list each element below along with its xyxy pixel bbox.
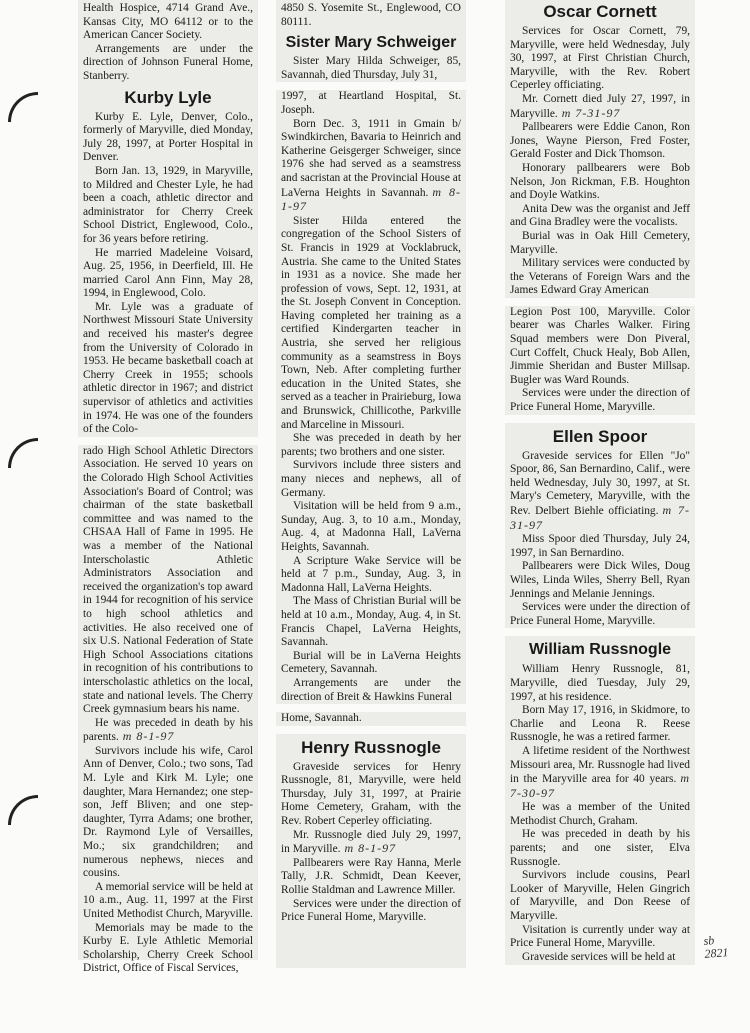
paragraph: A memorial service will be held at 10 a.m., Aug. 11, 1997 at the First United Methodist Church, Maryville. [83,880,253,920]
clipping-divider [504,298,696,306]
paragraph: Legion Post 100, Maryville. Color bearer was Charles Walker. Firing Squad members were Don Piveral, Curt Coffelt, Chuck Healy, Bob Allen, Jimmie Sheridan and Buster Millsap. Bugler was Ward Rounds. [510,305,690,386]
paragraph: Visitation is currently under way at Price Funeral Home, Maryville. [510,923,690,950]
paragraph: Services were under the direction of Price Funeral Home, Maryville. [281,897,461,924]
paragraph [281,829,461,857]
obituary-henry-russnogle [281,738,461,925]
paragraph: rado High School Athletic Directors Association. He served 10 years on the Colorado High School Activities Association's Board of Control; was chairman of the state basketball committee and was named to the CHSAA Hall of Fame in 1995. He was a member of the National Interscholastic Athletic Administrators Association and received the organization's top award in 1944 for recognition of his service to high school athletics and activities. He also received one of six U.S. National Federation of State High School Associations citations in recognition of his contributions to interscholastic athletics on the local, state and national levels. The Cherry Creek gymnasium bears his name. [83,444,253,716]
paragraph: 4850 S. Yosemite St., Englewood, CO 80111. [281,2,461,28]
paragraph: A Scripture Wake Service will be held at 7 p.m., Sunday, Aug. 3, in Madonna Hall, LaVerna Heights. [281,554,461,594]
binder-hole [8,92,38,122]
clipping-divider [77,437,259,445]
paragraph: Pallbearers were Dick Wiles, Doug Wiles, Linda Wiles, Sherry Bell, Ryan Jennings and Melanie Jennings. [510,560,690,600]
obituary-title: Ellen Spoor [552,426,648,446]
obituary-title: Kurby Lyle [124,87,212,107]
archive-number-line-2: 2821 [703,945,729,961]
paragraph [510,450,690,534]
clipping-divider [275,704,467,712]
paragraph-text: Mr. Russnogle died July 29, 1997, in Maryville. [281,828,461,856]
paragraph-text: He was preceded in death by his parents. [83,716,253,744]
clipping-column-3 [505,0,695,965]
paragraph-text: Graveside services for Ellen "Jo" Spoor, 86, San Bernardino, Calif., were held Wednesday, July 30, 1997, at St. Mary's Cemetery, Maryville, with the Rev. Delbert Biehle officiating. [510,449,690,517]
paragraph: The Mass of Christian Burial will be held at 10 a.m., Monday, Aug. 4, in St. Francis Chapel, LaVerna Heights, Savannah. [281,595,461,649]
paragraph: Services for Oscar Cornett, 79, Maryville, were held Wednesday, July 30, 1997, at First Christian Church, Maryville, with the Rev. Robert Ceperley officiating. [510,25,690,92]
paragraph: Mr. Lyle was a graduate of Northwest Missouri State University and received his master's degree from the University of Colorado in 1953. He became basketball coach at Cherry Creek in 1955; schools athletic director in 1967; and district supervisor of athletics and activities in 1974. He was one of the founders of the Colo- [83,300,253,436]
paragraph: Arrangements are under the direction of Johnson Funeral Home, Stanberry. [83,42,253,82]
obituary-ellen-spoor [510,427,690,629]
paragraph: Graveside services for Henry Russnogle, 81, Maryville, were held Thursday, July 31, 1997, at Prairie Home Cemetery, Graham, with the Rev. Robert Ceperley officiating. [281,760,461,828]
paragraph: Sister Hilda entered the congregation of the School Sisters of St. Francis in 1929 at Vocklabruck, Austria. She came to the United States in 1931 as a novice. She made her profession of vows, Sept. 12, 1931, at the St. Joseph Convent in Conception. Having completed her training as a certified Kindergarten teacher in Austria, she served her religious community as a seamstress in Boys Town, Neb. After completing further education in the United States, she served as a teacher in Prairieburg, Iowa and Brunswick, Chillicothe, Parkville and Marceline in Missouri. [281,214,461,431]
paragraph [281,118,461,215]
paragraph: Arrangements are under the direction of Breit & Hawkins Funeral [281,676,461,703]
paragraph: Pallbearers were Ray Hanna, Merle Tally, J.R. Schmidt, Dean Keever, Rollie Staldman and Lawrence Miller. [281,856,461,897]
obituary-title: Henry Russnogle [301,737,441,757]
binder-hole [8,795,38,825]
paragraph: Kurby E. Lyle, Denver, Colo., formerly of Maryville, died Monday, July 28, 1997, at Porter Hospital in Denver. [83,110,253,164]
clipping-divider [275,82,467,90]
paragraph [83,717,253,745]
paragraph-text: A lifetime resident of the Northwest Missouri area, Mr. Russnogle had lived in the Maryville area for 40 years. [510,744,690,786]
clipping-divider [504,628,696,636]
paragraph: 1997, at Heartland Hospital, St. Joseph. [281,90,461,116]
handwritten-date-note: m 8-1-97 [344,841,397,856]
paragraph: Memorials may be made to the Kurby E. Lyle Athletic Memorial Scholarship, Cherry Creek School District, Office of Fiscal Services, [83,921,253,975]
paragraph: Military services were conducted by the Veterans of Foreign Wars and the James Edward Gray American [510,257,690,297]
handwritten-date-note: m 8-1-97 [281,184,461,214]
paragraph: She was preceded in death by her parents; two brothers and one sister. [281,432,461,458]
paragraph: He married Madeleine Voisard, Aug. 25, 1956, in Deerfield, Ill. He married Carol Ann Finn, May 28, 1994, in Englewood, Colo. [83,246,253,300]
handwritten-date-note: m 8-1-97 [122,729,175,744]
paragraph: Survivors include his wife, Carol Ann of Denver, Colo.; two sons, Tad M. Lyle and Kirk M. Lyle; one daughter, Mara Hernandez; one step-son, Jeff Bliven; and one step-daughter, Tyrra Adams; one brother, Dr. Raymond Lyle of Versailles, Mo.; six grandchildren; and numerous nephews, nieces and cousins. [83,744,253,880]
paragraph: Visitation will be held from 9 a.m., Sunday, Aug. 3, to 10 a.m., Monday, Aug. 4, at Madonna Hall, LaVerna Heights, Savannah. [281,500,461,553]
paragraph: He was preceded in death by his parents; and one sister, Elva Russnogle. [510,828,690,868]
clipping-column-1 [78,0,258,975]
obituary-william-russnogle [510,640,690,964]
paragraph: Survivors include three sisters and many nieces and nephews, all of Germany. [281,459,461,499]
paragraph: Anita Dew was the organist and Jeff and Gina Bradley were the vocalists. [510,202,690,229]
handwritten-date-note: m 7-31-97 [561,105,621,120]
paragraph: Miss Spoor died Thursday, July 24, 1997, in San Bernardino. [510,533,690,559]
handwritten-date-note: m 7-31-97 [510,503,690,532]
paragraph: Sister Mary Hilda Schweiger, 85, Savannah, died Thursday, July 31, [281,55,461,81]
paragraph: Graveside services will be held at [522,950,676,963]
obituary-title: Oscar Cornett [543,2,657,21]
paragraph: Born May 17, 1916, in Skidmore, to Charlie and Leona R. Reese Russnogle, he was a retired farmer. [510,704,690,744]
paragraph: Pallbearers were Eddie Canon, Ron Jones, Wayne Pierson, Fred Foster, Gerald Foster and Dick Thomson. [510,121,690,161]
paragraph: Home, Savannah. [281,712,362,725]
paragraph: Burial will be in LaVerna Heights Cemetery, Savannah. [281,649,461,676]
paragraph: Services were under the direction of Price Funeral Home, Maryville. [510,387,690,414]
clipping-divider [504,415,696,423]
paragraph: Survivors include cousins, Pearl Looker of Maryville, Helen Gingrich of Maryville, and Don Reese of Maryville. [510,869,690,923]
clipping-column-2 [276,0,466,968]
paragraph: Honorary pallbearers were Bob Nelson, Jon Rickman, F.B. Houghton and Doyle Watkins. [510,161,690,202]
paragraph-text: Mr. Cornett died July 27, 1997, in Maryville. [510,92,690,120]
paragraph: Health Hospice, 4714 Grand Ave., Kansas City, MO 64112 or to the American Cancer Society. [83,2,253,42]
paragraph: Burial was in Oak Hill Cemetery, Maryville. [510,229,690,256]
hospice-obit-end [83,2,253,84]
obituary-kurby-lyle [83,88,253,976]
obituary-oscar-cornett [510,2,690,415]
paragraph: William Henry Russnogle, 81, Maryville, died Tuesday, July 29, 1997, at his residence. [510,663,690,703]
paragraph [510,93,690,121]
binder-hole [8,438,38,468]
archive-number-line-1: sb [703,933,715,948]
obituary-title: Sister Mary Schweiger [285,34,457,52]
paragraph-text: Born Dec. 3, 1911 in Gmain b/ Swindkirchen, Bavaria to Heinrich and Katherine Geisgerger Schweiger, since 1976 she had served as a seamstress and sacristan at the Provincial House at LaVerna Heights in Savannah. [281,117,461,199]
obituary-mary-schweiger [281,33,461,726]
handwritten-date-note: m 7-30-97 [510,771,690,800]
paragraph: Services were under the direction of Price Funeral Home, Maryville. [510,601,690,627]
handwritten-archive-number [703,933,729,961]
paragraph: He was a member of the United Methodist Church, Graham. [510,801,690,827]
obituary-title: William Russnogle [528,641,672,659]
paragraph: Born Jan. 13, 1929, in Maryville, to Mildred and Chester Lyle, he had been a coach, athletic director and administrator for Cherry Creek School District, Englewood, Colo., for 36 years before retiring. [83,164,253,245]
paragraph [510,745,690,801]
clipping-divider [275,726,467,734]
